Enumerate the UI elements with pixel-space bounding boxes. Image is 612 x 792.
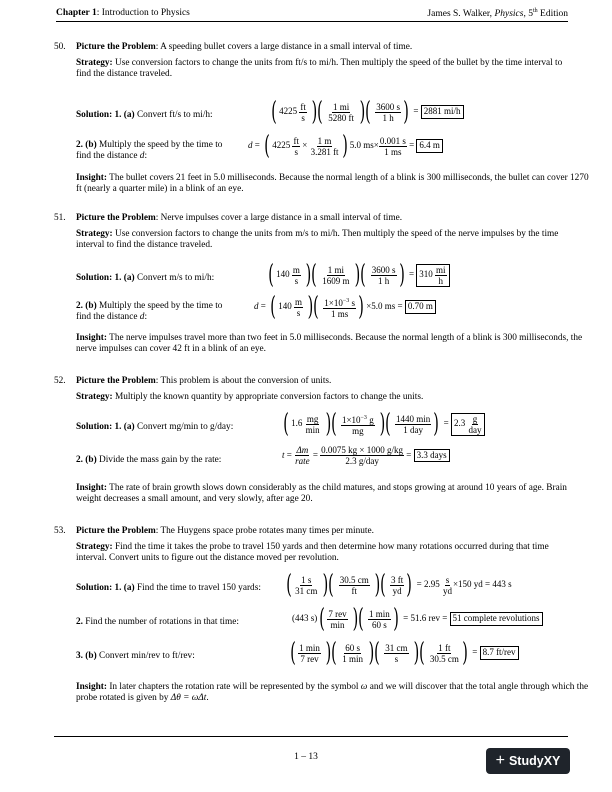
step-3: 3. (b) Convert min/rev to ft/rev: bbox=[76, 651, 195, 661]
answer-box: 3.3 days bbox=[414, 449, 450, 462]
plus-icon: + bbox=[495, 752, 505, 769]
step-2: 2. (b) Multiply the speed by the time to find the distance d: bbox=[76, 301, 223, 323]
problem-50 bbox=[54, 42, 589, 195]
step-1: Solution: 1. (a) Convert m/s to mi/h: bbox=[76, 273, 215, 283]
step-2: 2. (b) Divide the mass gain by the rate: bbox=[76, 455, 222, 465]
studyxy-logo: + StudyXY bbox=[486, 748, 570, 774]
picture-the-problem: Picture the Problem: The Huygens space probe rotates many times per minute. bbox=[76, 526, 374, 536]
insight: Insight: The nerve impulses travel more than two feet in 5.0 milliseconds. Because the normal length of a blink is 300 milliseconds, the nerve impulses can cover 42 ft in a blink of an eye. bbox=[76, 333, 583, 355]
equation-2: d = ( 4225 $\frac{ft}{s}$ × $\frac{1 m}{3.281 ft}$ ) 5.0 ms× $\frac{0.001 s}{1 ms}$ = 6.4 m bbox=[248, 134, 443, 158]
step-1: Solution: 1. (a) Find the time to travel 150 yards: bbox=[76, 583, 261, 593]
step-1: Solution: 1. (a) Convert ft/s to mi/h: bbox=[76, 110, 213, 120]
equation-2: t = $\frac{\Delta m}{\text{rate}}$ = $\frac{0.0075 kg \times 1000 g/kg}{\text{2.3 g/day}}$ = 3.3 days bbox=[282, 445, 450, 466]
problem-number: 50. bbox=[54, 42, 66, 52]
footer-divider bbox=[54, 736, 568, 737]
answer-box: 2881 mi/h bbox=[421, 105, 464, 118]
page-number: 1 – 13 bbox=[294, 752, 318, 762]
step-1: Solution: 1. (a) Convert mg/min to g/day: bbox=[76, 422, 234, 432]
problem-51 bbox=[54, 213, 583, 355]
answer-box: 2.3 $\frac{g}{\text{day}}$ bbox=[451, 413, 486, 436]
problem-number: 52. bbox=[54, 376, 66, 386]
chapter-heading: Chapter 1: Introduction to Physics bbox=[56, 8, 190, 18]
equation-2: d = ( 140 $\frac{m}{s}$ )( $\frac{1\times 10^{-3} s}{1 ms}$ ) ×5.0 ms = 0.70 m bbox=[254, 295, 436, 319]
picture-the-problem: Picture the Problem: Nerve impulses cover a large distance in a small interval of time. bbox=[76, 213, 403, 223]
strategy: Strategy: Multiply the known quantity by appropriate conversion factors to change the units. bbox=[76, 392, 424, 403]
step-2: 2. (b) Multiply the speed by the time to find the distance d: bbox=[76, 140, 223, 162]
problem-number: 53. bbox=[54, 526, 66, 536]
insight: Insight: The bullet covers 21 feet in 5.0 milliseconds. Because the normal length of a blink is 300 milliseconds, the bullet can cover 1270 ft (nearly a quarter mile) in a blink of an eye. bbox=[76, 173, 589, 195]
equation-1: ( 1.6 $\frac{mg}{\min}$ )( $\frac{1\times 10^{-3} g}{mg}$ )( $\frac{1440 \min}{\text{1 day}}$ ) = 2.3 $\frac{g}{\text{day}}$ bbox=[281, 412, 485, 436]
equation-3: ( $\frac{1 \min}{\text{7 rev}}$ )( $\frac{60 s}{1 \min}$ )( $\frac{31 cm}{s}$ )( $\frac{1 ft}{30.5 cm}$ ) = 8.7 ft/rev bbox=[288, 641, 519, 665]
equation-2: (443 s) ( $\frac{\text{7 rev}}{\min}$ )( $\frac{1 \min}{60 s}$ ) = 51.6 rev = 51 complete revolutions bbox=[292, 607, 543, 631]
answer-box: 51 complete revolutions bbox=[450, 612, 543, 625]
strategy: Strategy: Use conversion factors to change the units from ft/s to mi/h. Then multiply the speed of the bullet by the time interval to find the distance traveled. bbox=[76, 58, 563, 80]
equation-1: ( $\frac{1 s}{31 cm}$ )( $\frac{30.5 cm}{ft}$ )( $\frac{3 ft}{yd}$ ) = 2.95 $\frac{s}{yd}$ ×150 yd = 443 s bbox=[286, 570, 512, 600]
strategy: Strategy: Use conversion factors to change the units from m/s to mi/h. Then multiply the speed of the nerve impulses by the time interval to find the distance traveled. bbox=[76, 229, 559, 251]
strategy: Strategy: Find the time it takes the probe to travel 150 yards and then determine how many rotations occurred during that time interval. Convert units to figure out the distance moved per revolution. bbox=[76, 542, 549, 564]
picture-the-problem: Picture the Problem: A speeding bullet covers a large distance in a small interval of time. bbox=[76, 42, 413, 52]
answer-box: 6.4 m bbox=[416, 139, 443, 152]
problem-52 bbox=[54, 376, 568, 505]
insight: Insight: The rate of brain growth slows down considerably as the child matures, and stops growing at around 10 years of age. Brain weight decreases a small amount, and very slowly, after age 20. bbox=[76, 483, 567, 505]
step-2: 2. Find the number of rotations in that time: bbox=[76, 617, 239, 627]
book-citation: James S. Walker, Physics, 5th Edition bbox=[427, 8, 568, 20]
page-header bbox=[56, 8, 568, 22]
problem-53 bbox=[54, 526, 589, 704]
insight: Insight: In later chapters the rotation rate will be represented by the symbol ω and we will discover that the total angle through which the probe rotated is given by Δθ = ωΔt. bbox=[76, 682, 589, 704]
problem-number: 51. bbox=[54, 213, 66, 223]
equation-1: ( 140 $\frac{m}{s}$ )( $\frac{1 mi}{1609 m}$ )( $\frac{3600 s}{1 h}$ ) = 310 $\frac{mi}{h}$ bbox=[266, 263, 450, 287]
answer-box: 310 $\frac{mi}{h}$ bbox=[416, 264, 449, 287]
answer-box: 8.7 ft/rev bbox=[480, 646, 519, 659]
picture-the-problem: Picture the Problem: This problem is about the conversion of units. bbox=[76, 376, 332, 386]
answer-box: 0.70 m bbox=[405, 300, 436, 313]
equation-1: ( 4225 $\frac{ft}{s}$ )( $\frac{1 mi}{5280 ft}$ )( $\frac{3600 s}{1 h}$ ) = 2881 mi/h bbox=[269, 100, 464, 124]
